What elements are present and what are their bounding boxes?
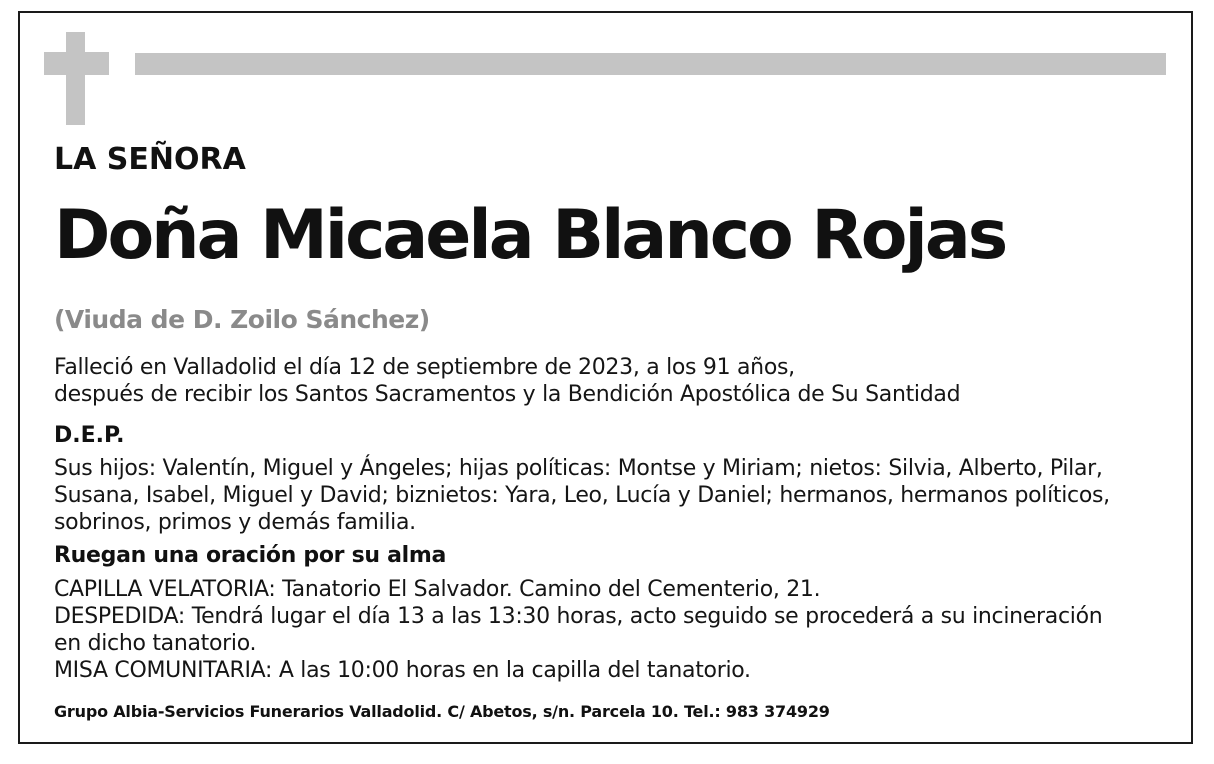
family-line: Sus hijos: Valentín, Miguel y Ángeles; hijas políticas: Montse y Miriam; nietos: Silvia, Alberto, Pilar,	[54, 456, 1103, 481]
widow-subtitle: (Viuda de D. Zoilo Sánchez)	[54, 305, 430, 334]
rip-label: D.E.P.	[54, 423, 125, 448]
deceased-name: Doña Micaela Blanco Rojas	[54, 196, 1006, 275]
detail-line: MISA COMUNITARIA: A las 10:00 horas en la capilla del tanatorio.	[54, 658, 751, 683]
detail-line: CAPILLA VELATORIA: Tanatorio El Salvador. Camino del Cementerio, 21.	[54, 577, 821, 602]
service-details	[54, 576, 1102, 684]
cross-icon-arm	[44, 52, 109, 75]
cross-icon	[66, 32, 85, 125]
header-rule	[135, 53, 1166, 75]
family-line: sobrinos, primos y demás familia.	[54, 510, 416, 535]
detail-line: DESPEDIDA: Tendrá lugar el día 13 a las 13:30 horas, acto seguido se procederá a su incineración	[54, 604, 1103, 629]
honorific: LA SEÑORA	[54, 142, 246, 177]
family-line: Susana, Isabel, Miguel y David; biznietos: Yara, Leo, Lucía y Daniel; hermanos, hermanos políticos,	[54, 483, 1110, 508]
death-notice	[54, 354, 960, 408]
death-line: Falleció en Valladolid el día 12 de septiembre de 2023, a los 91 años,	[54, 355, 795, 380]
detail-line: en dicho tanatorio.	[54, 631, 257, 656]
prayer-request: Ruegan una oración por su alma	[54, 543, 447, 568]
family-list	[54, 455, 1110, 536]
funeral-home-footer: Grupo Albia-Servicios Funerarios Valladolid. C/ Abetos, s/n. Parcela 10. Tel.: 983 374929	[54, 702, 830, 721]
death-line: después de recibir los Santos Sacramentos y la Bendición Apostólica de Su Santidad	[54, 382, 961, 407]
